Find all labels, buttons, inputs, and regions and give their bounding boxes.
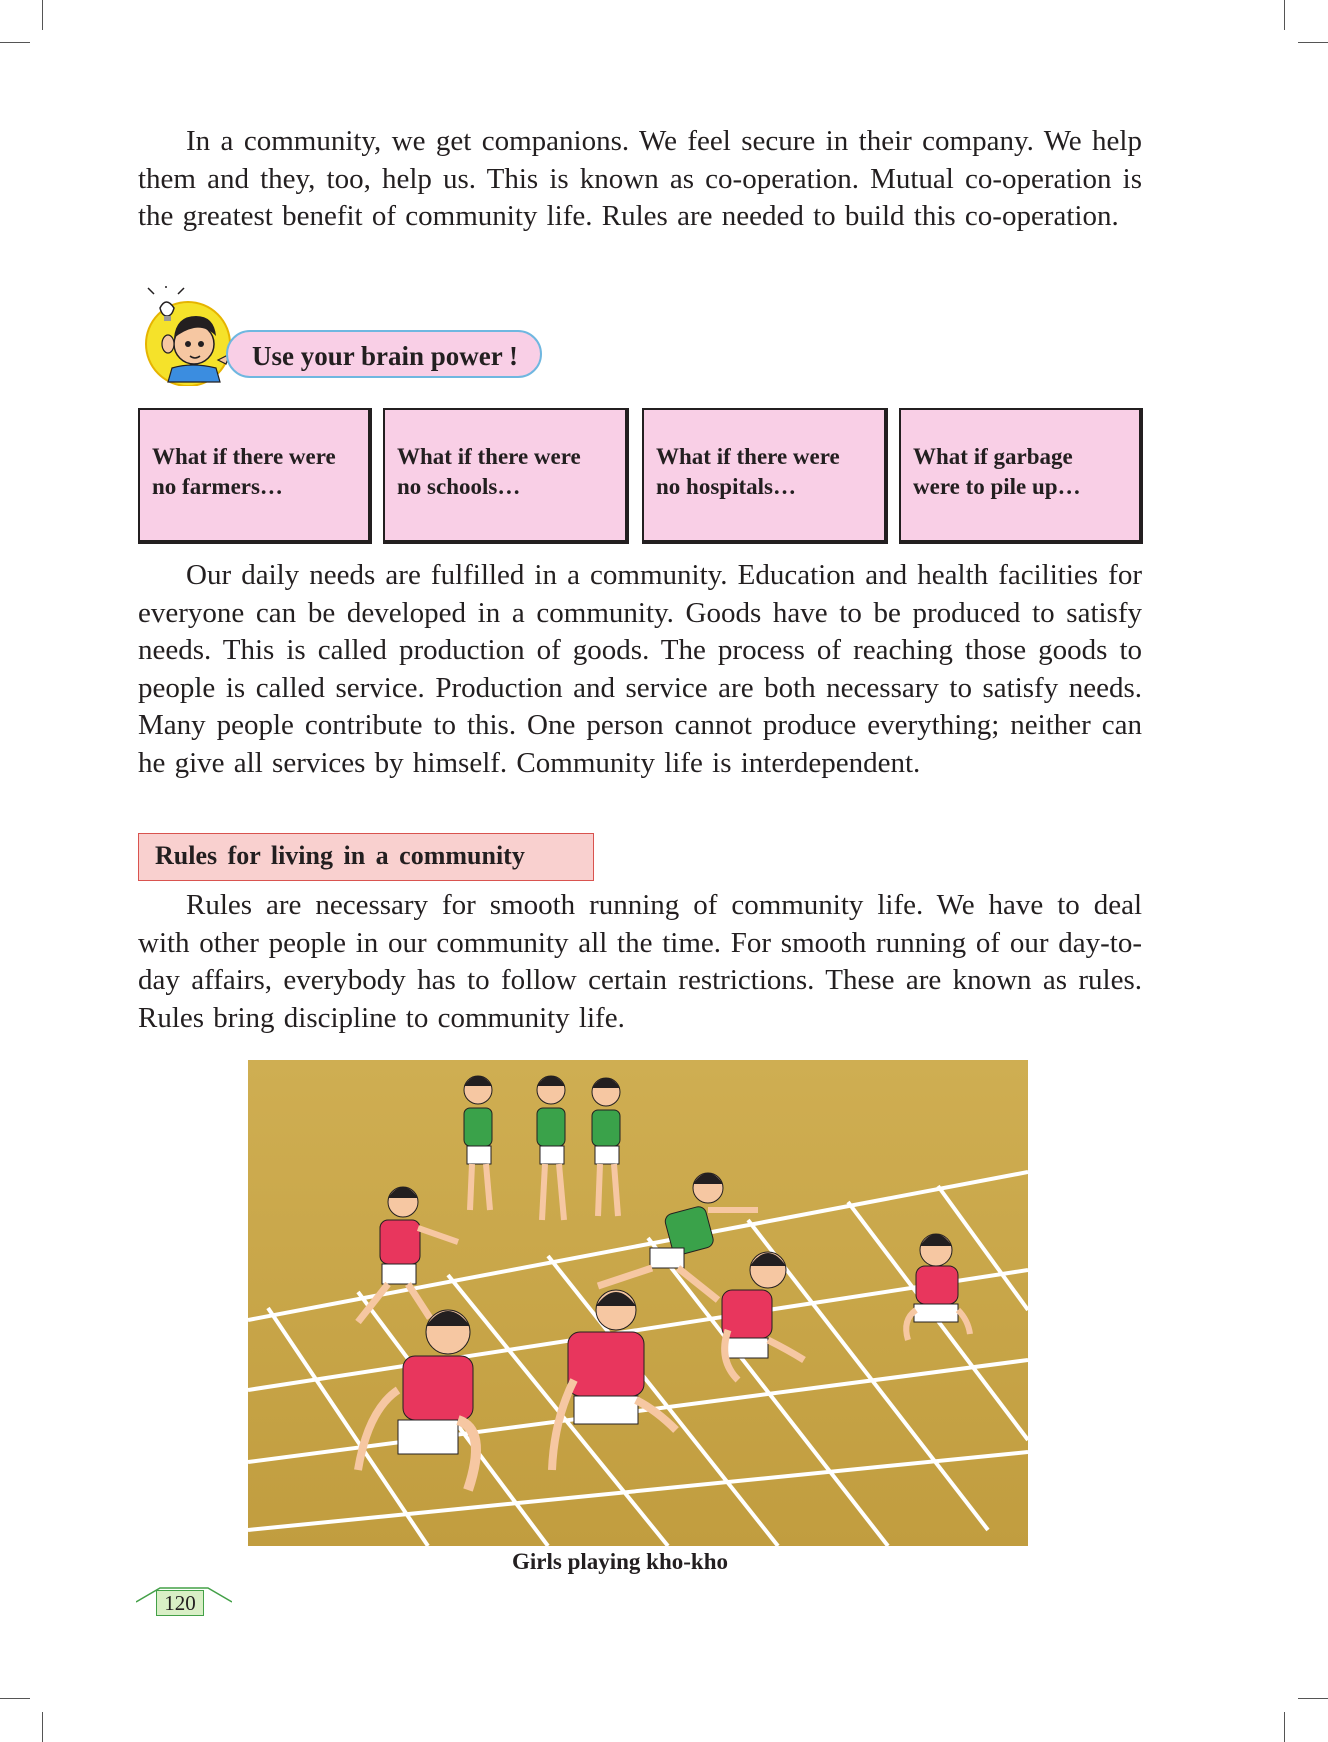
crop-mark <box>1284 0 1285 30</box>
figure-caption: Girls playing kho-kho <box>511 1549 729 1574</box>
brain-power-label: Use your brain power ! <box>226 330 542 378</box>
crop-mark <box>1298 1698 1328 1699</box>
question-box <box>642 408 888 544</box>
kho-kho-illustration <box>248 1060 1028 1546</box>
question-line: What if garbage <box>913 444 1073 469</box>
question-box <box>138 408 372 544</box>
question-line: no farmers… <box>152 474 283 499</box>
thinking-boy-icon <box>138 286 238 386</box>
question-line: were to pile up… <box>913 474 1081 499</box>
page-number-badge <box>136 1582 232 1618</box>
crop-mark <box>1284 1712 1285 1742</box>
question-line: What if there were <box>656 444 840 469</box>
question-line: no hospitals… <box>656 474 796 499</box>
question-line: What if there were <box>152 444 336 469</box>
question-box <box>383 408 629 544</box>
crop-mark <box>42 0 43 30</box>
paragraph-cooperation: In a community, we get companions. We feel secure in their company. We help them and they, too, help us. This is known as co-operation. Mutual co-operation is the greatest benefit of community life. Rules are needed to build this co-operation. <box>138 125 1142 232</box>
section-heading: Rules for living in a community <box>138 833 594 881</box>
question-line: no schools… <box>397 474 521 499</box>
brain-power-banner <box>138 278 558 390</box>
crop-mark <box>0 1698 30 1699</box>
question-box <box>899 408 1143 544</box>
paragraph-daily-needs: Our daily needs are fulfilled in a community. Education and health facilities for everyone can be developed in a community. Goods have to be produced to satisfy needs. This is called production of goods. The process of reaching those goods to people is called service. Production and service are both necessary to satisfy needs. Many people contribute to this. One person cannot produce everything; neither can he give all services by himself. Community life is interdependent. <box>138 559 1142 779</box>
question-line: What if there were <box>397 444 581 469</box>
crop-mark <box>1298 42 1328 43</box>
crop-mark <box>42 1712 43 1742</box>
paragraph-rules: Rules are necessary for smooth running of community life. We have to deal with other people in our community all the time. For smooth running of our day-to-day affairs, everybody has to follow certain restrictions. These are known as rules. Rules bring discipline to community life. <box>138 889 1142 1034</box>
crop-mark <box>0 42 30 43</box>
page-number: 120 <box>156 1590 204 1616</box>
